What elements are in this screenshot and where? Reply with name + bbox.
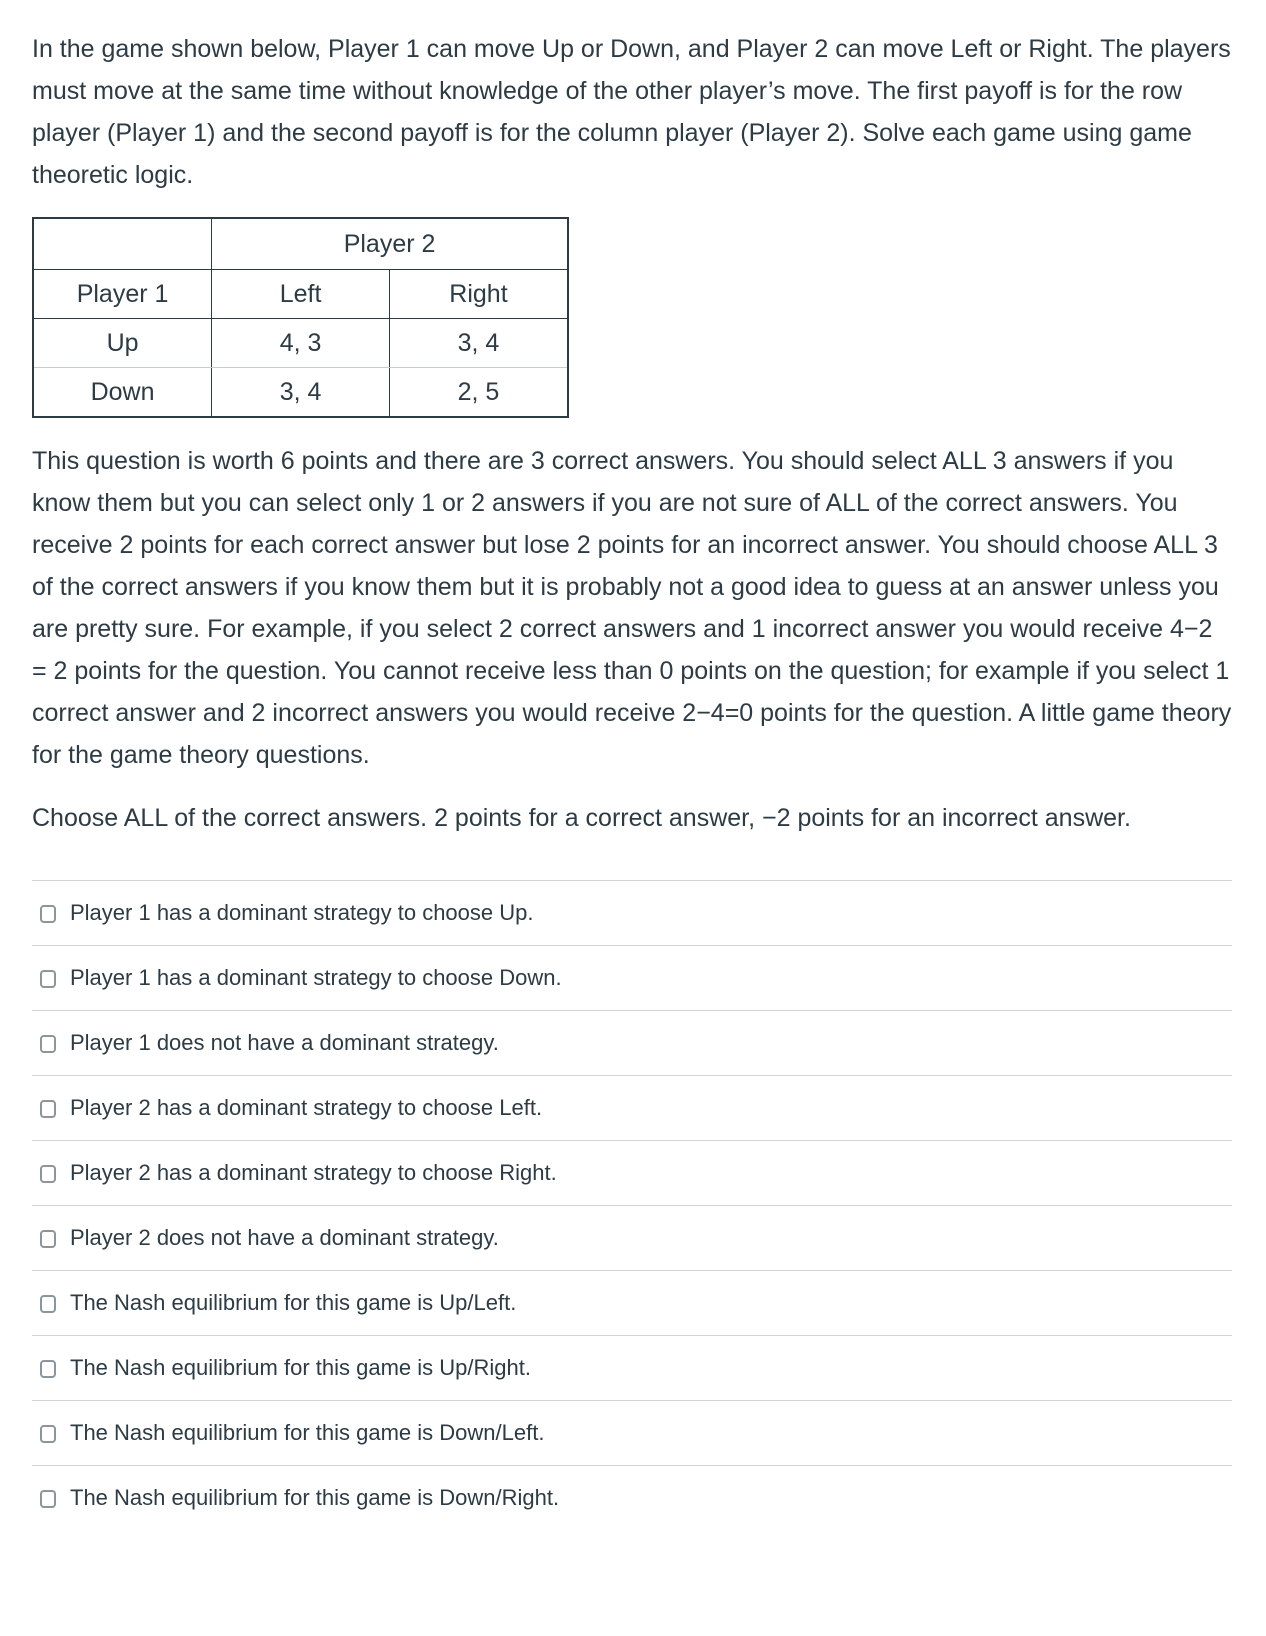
answer-label[interactable]: The Nash equilibrium for this game is Down/Left. — [70, 1420, 545, 1445]
answer-list — [32, 880, 1232, 1530]
question-instructions: This question is worth 6 points and there are 3 correct answers. You should select ALL 3 answers if you know them but you can select only 1 or 2 answers if you are not sure of ALL of the correct answers. You receive 2 points for each correct answer but lose 2 points for an incorrect answer. You should choose ALL 3 of the correct answers if you know them but it is probably not a good idea to guess at an answer unless you are pretty sure. For example, if you select 2 correct answers and 1 incorrect answer you would receive 4−2 = 2 points for the question. You cannot receive less than 0 points on the question; for example if you select 1 correct answer and 2 incorrect answers you would receive 2−4=0 points for the question. A little game theory for the game theory questions. — [32, 447, 1232, 769]
answer-label[interactable]: Player 1 does not have a dominant strategy. — [70, 1030, 499, 1055]
question-intro: In the game shown below, Player 1 can move Up or Down, and Player 2 can move Left or Right. The players must move at the same time without knowledge of the other player’s move. The first payoff is for the row player (Player 1) and the second payoff is for the column player (Player 2). Solve each game using game theoretic logic. — [32, 35, 1231, 189]
answer-label[interactable]: The Nash equilibrium for this game is Down/Right. — [70, 1485, 560, 1510]
answer-checkbox[interactable] — [40, 1230, 56, 1248]
answer-checkbox[interactable] — [40, 1165, 56, 1183]
question-content — [32, 28, 1232, 1530]
column-header-right: Right — [389, 270, 568, 319]
payoff-down-left: 3, 4 — [212, 368, 390, 418]
answer-option[interactable] — [32, 1206, 1232, 1271]
answer-checkbox[interactable] — [40, 970, 56, 988]
answer-checkbox[interactable] — [40, 1360, 56, 1378]
answer-checkbox[interactable] — [40, 1295, 56, 1313]
payoff-up-left: 4, 3 — [212, 319, 390, 368]
answer-checkbox[interactable] — [40, 1425, 56, 1443]
table-corner-cell — [33, 218, 212, 270]
payoff-table — [32, 217, 569, 418]
player-2-header: Player 2 — [212, 218, 568, 270]
answer-checkbox[interactable] — [40, 905, 56, 923]
answer-label[interactable]: Player 1 has a dominant strategy to choose Up. — [70, 900, 534, 925]
answer-label[interactable]: The Nash equilibrium for this game is Up/Left. — [70, 1290, 517, 1315]
row-label-up: Up — [33, 319, 212, 368]
payoff-down-right: 2, 5 — [389, 368, 568, 418]
answer-option[interactable] — [32, 1336, 1232, 1401]
answer-label[interactable]: Player 2 does not have a dominant strategy. — [70, 1225, 499, 1250]
answer-option[interactable] — [32, 1141, 1232, 1206]
answer-label[interactable]: The Nash equilibrium for this game is Up/Right. — [70, 1355, 531, 1380]
answer-label[interactable]: Player 2 has a dominant strategy to choose Left. — [70, 1095, 543, 1120]
answer-label[interactable]: Player 1 has a dominant strategy to choose Down. — [70, 965, 562, 990]
answer-option[interactable] — [32, 1011, 1232, 1076]
answer-option[interactable] — [32, 1401, 1232, 1466]
answer-label[interactable]: Player 2 has a dominant strategy to choose Right. — [70, 1160, 557, 1185]
row-label-down: Down — [33, 368, 212, 418]
answer-option[interactable] — [32, 881, 1232, 946]
answer-option[interactable] — [32, 946, 1232, 1011]
answer-option[interactable] — [32, 1466, 1232, 1530]
answer-option[interactable] — [32, 1271, 1232, 1336]
column-header-left: Left — [212, 270, 390, 319]
answer-option[interactable] — [32, 1076, 1232, 1141]
question-prompt: Choose ALL of the correct answers. 2 points for a correct answer, −2 points for an incorrect answer. — [32, 804, 1131, 832]
payoff-up-right: 3, 4 — [389, 319, 568, 368]
player-1-header: Player 1 — [33, 270, 212, 319]
answer-checkbox[interactable] — [40, 1035, 56, 1053]
answer-checkbox[interactable] — [40, 1490, 56, 1508]
answer-checkbox[interactable] — [40, 1100, 56, 1118]
